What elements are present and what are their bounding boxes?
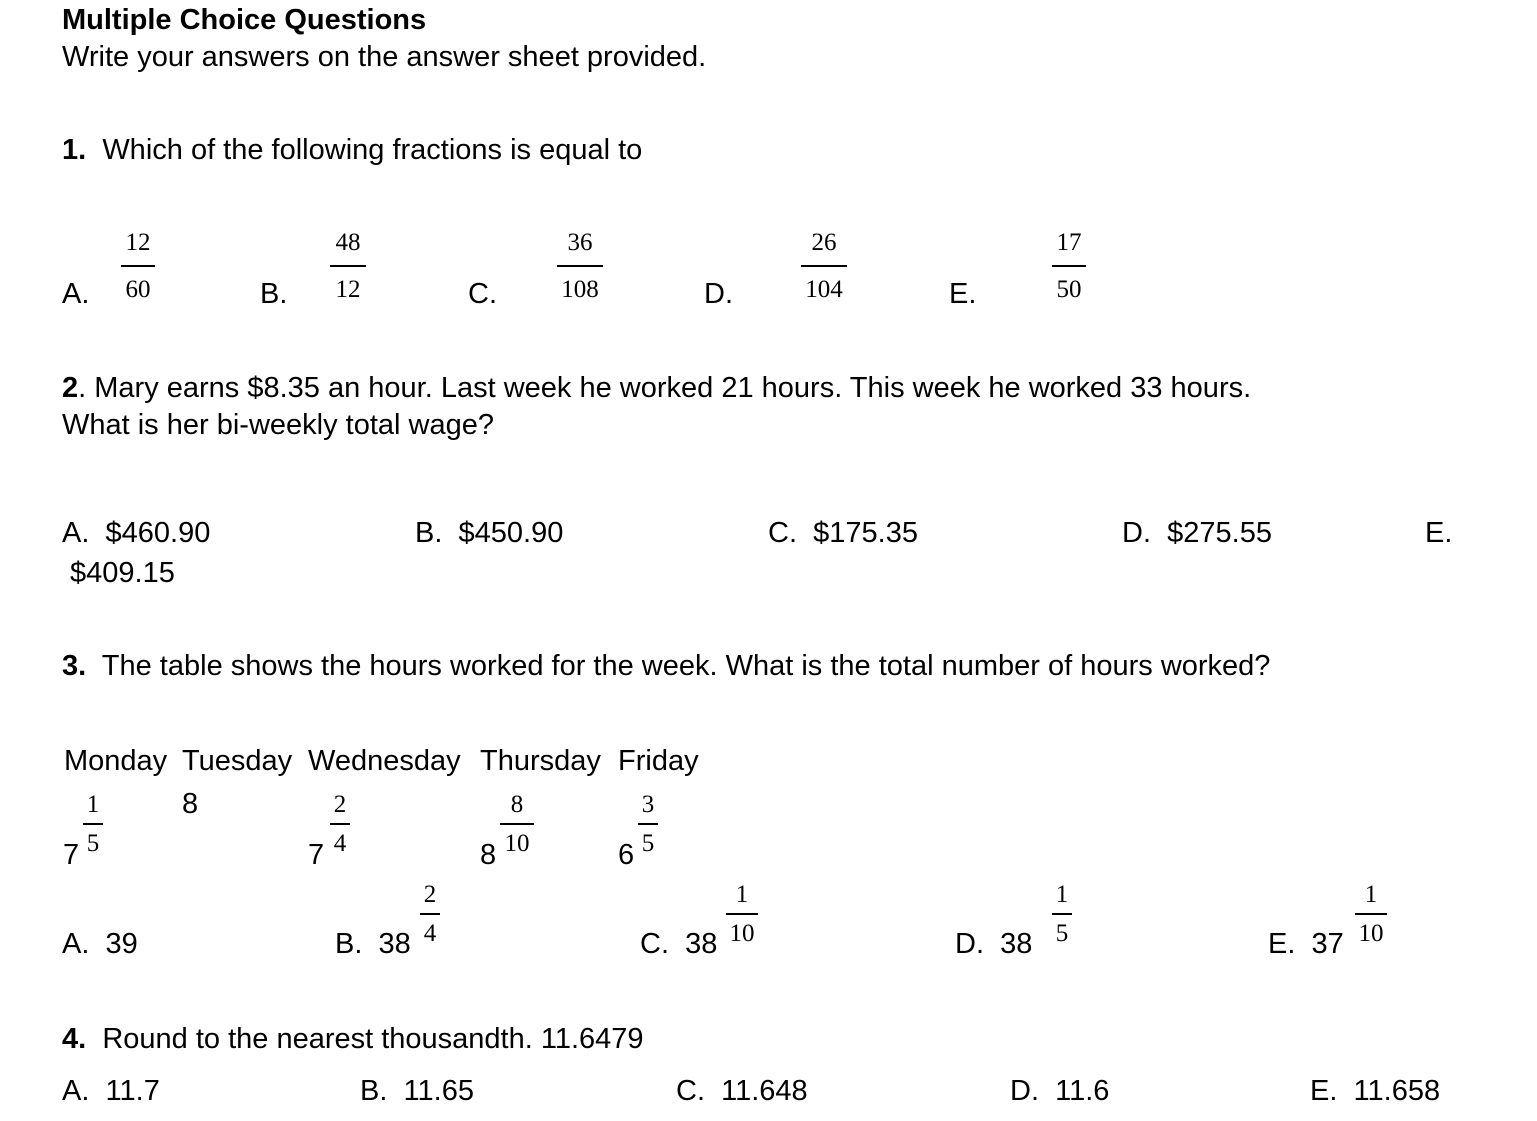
q1-option-a-letter: A. bbox=[62, 278, 90, 310]
option-value: $175.35 bbox=[813, 517, 918, 549]
option-letter: A. bbox=[62, 1075, 90, 1107]
q1-option-d-fraction bbox=[801, 230, 847, 302]
numerator: 2 bbox=[423, 881, 437, 908]
table-header-tuesday: Tuesday bbox=[182, 745, 293, 777]
option-letter: B. bbox=[360, 1075, 388, 1107]
q4-option-a bbox=[62, 1077, 160, 1106]
option-whole: 38 bbox=[378, 928, 411, 960]
denominator: 5 bbox=[641, 829, 655, 857]
option-letter: D. bbox=[1122, 517, 1151, 549]
table-header-friday: Friday bbox=[618, 745, 699, 777]
question-3 bbox=[62, 652, 1270, 681]
option-value: $460.90 bbox=[105, 517, 211, 549]
numerator: 36 bbox=[567, 229, 593, 256]
option-letter: C. bbox=[676, 1075, 705, 1107]
question-2 bbox=[62, 374, 1251, 403]
fraction-bar bbox=[801, 265, 847, 267]
page-title: Multiple Choice Questions bbox=[62, 4, 427, 36]
option-letter: B. bbox=[415, 517, 443, 549]
fraction-bar bbox=[121, 265, 155, 267]
numerator: 3 bbox=[641, 791, 655, 818]
fraction-bar bbox=[1052, 913, 1072, 915]
denominator: 10 bbox=[504, 829, 530, 857]
denominator: 12 bbox=[335, 275, 361, 303]
numerator: 8 bbox=[510, 791, 524, 818]
fraction-bar bbox=[1052, 265, 1086, 267]
fraction-bar bbox=[330, 823, 350, 825]
option-value: 11.65 bbox=[403, 1075, 474, 1107]
question-1 bbox=[62, 136, 642, 165]
q2-option-e-letter: E. bbox=[1425, 517, 1453, 549]
q3-option-b-fraction bbox=[420, 882, 440, 946]
fraction-bar bbox=[330, 265, 366, 267]
denominator: 10 bbox=[1358, 919, 1384, 947]
option-letter: D. bbox=[955, 928, 984, 960]
question-4 bbox=[62, 1025, 644, 1054]
q2-option-b bbox=[415, 519, 563, 548]
question-3-number: 3. bbox=[62, 650, 87, 682]
table-cell-tuesday-whole: 8 bbox=[182, 788, 199, 820]
q2-option-a bbox=[62, 519, 210, 548]
option-letter: A. bbox=[62, 928, 90, 960]
q1-option-c-letter: C. bbox=[468, 278, 497, 310]
table-cell-monday-whole: 7 bbox=[63, 839, 80, 871]
q4-option-d bbox=[1010, 1077, 1109, 1106]
question-1-number: 1. bbox=[62, 134, 87, 166]
denominator: 5 bbox=[86, 829, 100, 857]
numerator: 48 bbox=[335, 229, 361, 256]
numerator: 12 bbox=[125, 229, 151, 256]
q3-option-e bbox=[1268, 930, 1344, 959]
q3-option-c-fraction bbox=[726, 882, 758, 946]
denominator: 50 bbox=[1056, 275, 1082, 303]
numerator: 17 bbox=[1056, 229, 1082, 256]
option-letter: E. bbox=[1310, 1075, 1338, 1107]
q3-option-a bbox=[62, 930, 138, 959]
option-letter: D. bbox=[1010, 1075, 1039, 1107]
numerator: 2 bbox=[333, 791, 347, 818]
option-letter: B. bbox=[335, 928, 363, 960]
q3-option-d-fraction bbox=[1052, 882, 1072, 946]
q1-option-d-letter: D. bbox=[704, 278, 733, 310]
q1-option-b-fraction bbox=[330, 230, 366, 302]
option-whole: 37 bbox=[1311, 928, 1344, 960]
denominator: 5 bbox=[1055, 919, 1069, 947]
option-value: 11.6 bbox=[1055, 1075, 1110, 1107]
denominator: 108 bbox=[561, 275, 599, 303]
q4-option-b bbox=[360, 1077, 474, 1106]
denominator: 4 bbox=[333, 829, 347, 857]
numerator: 26 bbox=[811, 229, 837, 256]
q1-option-e-fraction bbox=[1052, 230, 1086, 302]
option-value: $450.90 bbox=[458, 517, 564, 549]
table-header-thursday: Thursday bbox=[480, 745, 601, 777]
numerator: 1 bbox=[1364, 881, 1378, 908]
fraction-bar bbox=[83, 823, 103, 825]
denominator: 60 bbox=[125, 275, 151, 303]
question-1-text: Which of the following fractions is equal to bbox=[102, 134, 643, 166]
numerator: 1 bbox=[86, 791, 100, 818]
q1-option-a-fraction bbox=[121, 230, 155, 302]
q3-option-b bbox=[335, 930, 411, 959]
question-3-text: The table shows the hours worked for the week. What is the total number of hours worked? bbox=[101, 650, 1271, 682]
table-cell-friday-fraction bbox=[638, 792, 658, 856]
fraction-bar bbox=[1355, 913, 1387, 915]
denominator: 4 bbox=[423, 919, 437, 947]
q4-option-e bbox=[1310, 1077, 1440, 1106]
question-4-number: 4. bbox=[62, 1023, 87, 1055]
option-whole: 38 bbox=[1000, 928, 1033, 960]
option-value: 11.658 bbox=[1353, 1075, 1441, 1107]
option-letter: A. bbox=[62, 517, 90, 549]
option-whole: 38 bbox=[685, 928, 718, 960]
table-cell-thursday-fraction bbox=[500, 792, 534, 856]
question-2-number: 2 bbox=[62, 372, 79, 404]
q3-option-e-fraction bbox=[1355, 882, 1387, 946]
table-cell-monday-fraction bbox=[83, 792, 103, 856]
question-2-text-line2: What is her bi-weekly total wage? bbox=[62, 409, 494, 441]
table-header-wednesday: Wednesday bbox=[308, 745, 461, 777]
option-letter: E. bbox=[1268, 928, 1296, 960]
q3-option-c bbox=[640, 930, 717, 959]
option-whole: 39 bbox=[105, 928, 138, 960]
denominator: 10 bbox=[729, 919, 755, 947]
option-letter: C. bbox=[768, 517, 797, 549]
denominator: 104 bbox=[805, 275, 843, 303]
fraction-bar bbox=[726, 913, 758, 915]
fraction-bar bbox=[638, 823, 658, 825]
numerator: 1 bbox=[1055, 881, 1069, 908]
question-2-text-line1: . Mary earns $8.35 an hour. Last week he worked 21 hours. This week he worked 33 hours. bbox=[78, 372, 1252, 404]
q2-option-c bbox=[768, 519, 918, 548]
option-value: $275.55 bbox=[1167, 517, 1272, 549]
table-cell-wednesday-fraction bbox=[330, 792, 350, 856]
numerator: 1 bbox=[735, 881, 749, 908]
table-cell-wednesday-whole: 7 bbox=[308, 839, 325, 871]
table-header-monday: Monday bbox=[64, 745, 168, 777]
fraction-bar bbox=[557, 265, 603, 267]
q3-option-d bbox=[955, 930, 1032, 959]
q1-option-e-letter: E. bbox=[949, 278, 977, 310]
fraction-bar bbox=[500, 823, 534, 825]
option-letter: C. bbox=[640, 928, 669, 960]
q1-option-c-fraction bbox=[557, 230, 603, 302]
q2-option-e-value: $409.15 bbox=[70, 557, 175, 589]
instructions: Write your answers on the answer sheet provided. bbox=[62, 41, 707, 73]
table-cell-thursday-whole: 8 bbox=[480, 839, 497, 871]
option-value: 11.648 bbox=[721, 1075, 808, 1107]
q2-option-d bbox=[1122, 519, 1272, 548]
fraction-bar bbox=[420, 913, 440, 915]
question-4-text: Round to the nearest thousandth. 11.6479 bbox=[102, 1023, 644, 1055]
q1-option-b-letter: B. bbox=[260, 278, 288, 310]
q4-option-c bbox=[676, 1077, 808, 1106]
option-value: 11.7 bbox=[105, 1075, 160, 1107]
table-cell-friday-whole: 6 bbox=[618, 839, 635, 871]
